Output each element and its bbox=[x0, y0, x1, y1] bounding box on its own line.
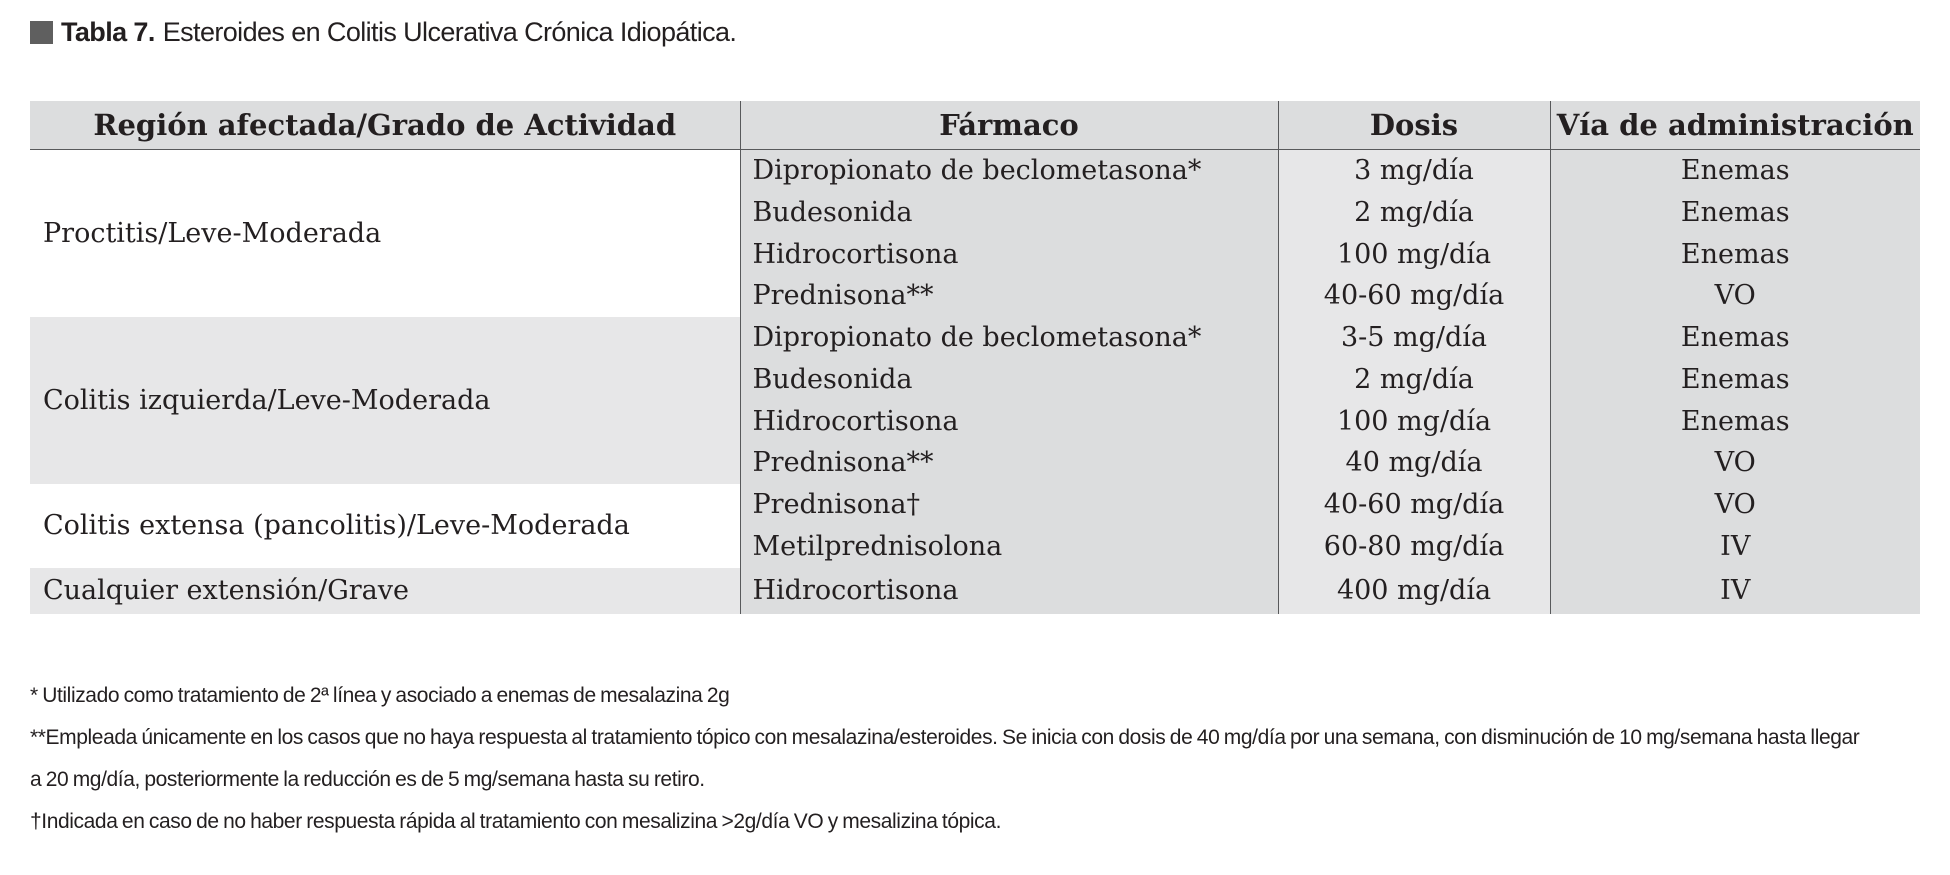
route-value: Enemas bbox=[1680, 155, 1790, 186]
table-caption bbox=[30, 12, 736, 52]
route-cell bbox=[1550, 317, 1920, 484]
header-drug: Fármaco bbox=[740, 101, 1278, 150]
drug-name: Prednisona** bbox=[752, 280, 934, 312]
drug-name: Prednisona** bbox=[752, 447, 934, 479]
drug-name: Metilprednisolona bbox=[752, 530, 1003, 562]
footnote: a 20 mg/día, posteriormente la reducción es de 5 mg/semana hasta su retiro. bbox=[30, 768, 705, 791]
dose-value: 3 mg/día bbox=[1354, 155, 1474, 186]
drug-name: Budesonida bbox=[752, 363, 913, 395]
table-row bbox=[30, 150, 1920, 318]
route-value: VO bbox=[1714, 447, 1756, 479]
region-cell: Cualquier extensión/Grave bbox=[30, 568, 740, 614]
table-row bbox=[30, 484, 1920, 568]
route-cell bbox=[1550, 484, 1920, 568]
header-dose: Dosis bbox=[1278, 101, 1550, 150]
drug-name: Prednisona† bbox=[752, 489, 920, 520]
dose-value: 400 mg/día bbox=[1336, 574, 1492, 606]
route-value: IV bbox=[1720, 530, 1751, 562]
steroids-table bbox=[30, 101, 1920, 614]
region-cell: Colitis izquierda/Leve-Moderada bbox=[30, 317, 740, 484]
region-cell: Colitis extensa (pancolitis)/Leve-Moderada bbox=[30, 484, 740, 568]
drug-cell bbox=[740, 150, 1278, 318]
route-value: VO bbox=[1714, 489, 1756, 520]
header-region: Región afectada/Grado de Actividad bbox=[30, 101, 740, 150]
dose-value: 40-60 mg/día bbox=[1323, 489, 1505, 520]
route-value: Enemas bbox=[1680, 238, 1790, 270]
header-route: Vía de administración bbox=[1550, 101, 1920, 150]
region-cell: Proctitis/Leve-Moderada bbox=[30, 150, 740, 318]
dose-value: 60-80 mg/día bbox=[1323, 530, 1505, 562]
drug-name: Dipropionato de beclometasona* bbox=[752, 322, 1202, 353]
dose-cell bbox=[1278, 568, 1550, 614]
dose-value: 40 mg/día bbox=[1345, 447, 1483, 479]
caption-square-icon bbox=[30, 21, 53, 44]
drug-cell bbox=[740, 568, 1278, 614]
footnote: * Utilizado como tratamiento de 2ª línea y asociado a enemas de mesalazina 2g bbox=[30, 684, 730, 707]
route-value: Enemas bbox=[1680, 196, 1790, 228]
route-value: Enemas bbox=[1680, 322, 1790, 353]
route-cell bbox=[1550, 568, 1920, 614]
dose-cell bbox=[1278, 484, 1550, 568]
dose-cell bbox=[1278, 150, 1550, 318]
dose-value: 100 mg/día bbox=[1336, 405, 1492, 437]
drug-cell bbox=[740, 484, 1278, 568]
route-value: VO bbox=[1714, 280, 1756, 312]
drug-name: Hidrocortisona bbox=[752, 238, 959, 270]
drug-name: Dipropionato de beclometasona* bbox=[752, 155, 1202, 186]
drug-name: Hidrocortisona bbox=[752, 405, 959, 437]
footnotes bbox=[30, 675, 1859, 843]
drug-name: Budesonida bbox=[752, 196, 913, 228]
dose-value: 3-5 mg/día bbox=[1340, 322, 1488, 353]
route-cell bbox=[1550, 150, 1920, 318]
footnote: †Indicada en caso de no haber respuesta rápida al tratamiento con mesalizina >2g/día VO y mesalizina tópica. bbox=[30, 810, 1002, 833]
dose-value: 40-60 mg/día bbox=[1323, 280, 1505, 312]
drug-name: Hidrocortisona bbox=[752, 574, 959, 606]
dose-cell bbox=[1278, 317, 1550, 484]
table-row bbox=[30, 317, 1920, 484]
table-row bbox=[30, 568, 1920, 614]
caption-title: Esteroides en Colitis Ulcerativa Crónica Idiopática. bbox=[162, 16, 737, 47]
route-value: Enemas bbox=[1680, 405, 1790, 437]
caption-number: Tabla 7. bbox=[61, 16, 155, 47]
dose-value: 2 mg/día bbox=[1354, 196, 1474, 228]
drug-cell bbox=[740, 317, 1278, 484]
dose-value: 2 mg/día bbox=[1354, 363, 1474, 395]
table-header-row bbox=[30, 101, 1920, 150]
route-value: Enemas bbox=[1680, 363, 1790, 395]
dose-value: 100 mg/día bbox=[1336, 238, 1492, 270]
route-value: IV bbox=[1720, 574, 1751, 606]
footnote: **Empleada únicamente en los casos que no haya respuesta al tratamiento tópico con mesalazina/esteroides. Se inicia con dosis de 40 mg/día por una semana, con disminución de 10 mg/semana hasta llegar bbox=[30, 726, 1860, 749]
